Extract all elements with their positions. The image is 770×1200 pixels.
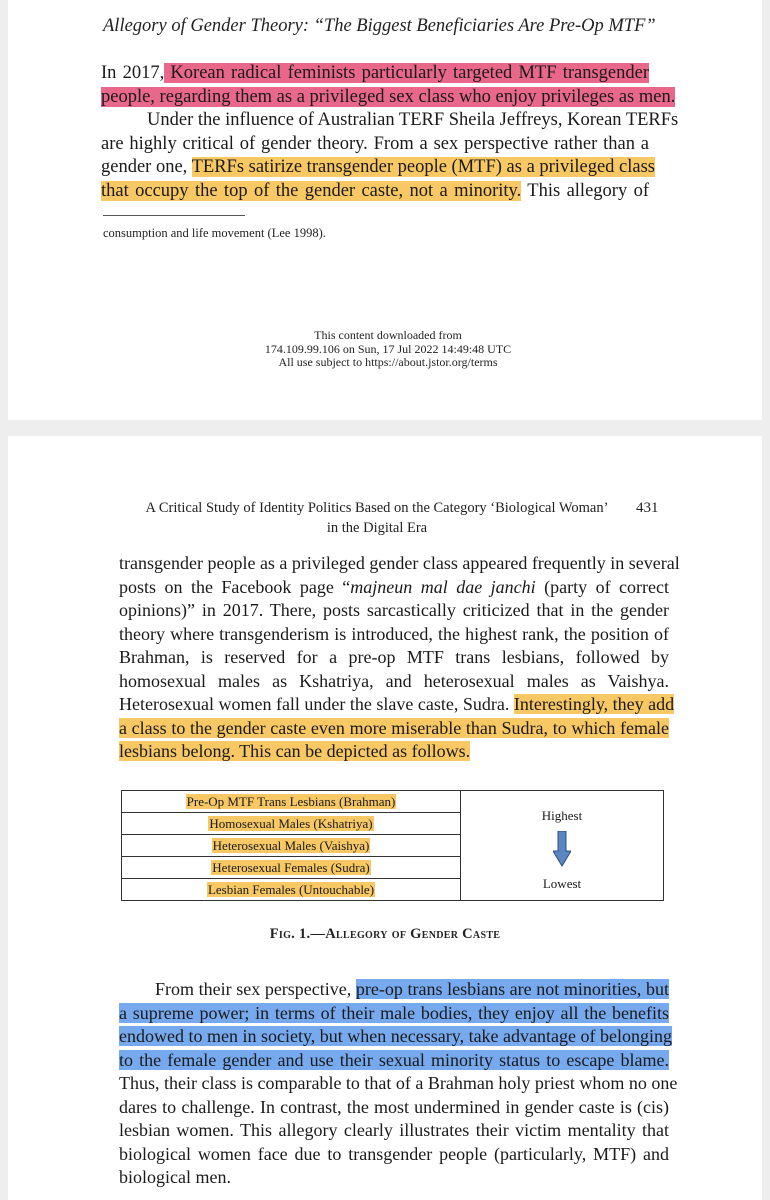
caste-cell: Heterosexual Females (Sudra) <box>122 857 461 879</box>
paragraph-1 <box>101 62 676 109</box>
text-line: In 2017, Korean radical feminists particularly targeted MTF transgender <box>101 63 649 83</box>
text-line: posts on the Facebook page “majneun mal dae janchi (party of correct <box>119 576 669 597</box>
highlight-yellow: TERFs satirize transgender people (MTF) as a privileged class <box>191 157 655 177</box>
text-line: Heterosexual women fall under the slave caste, Sudra. Interestingly, they add <box>119 694 675 714</box>
figure-caption: Fig. 1.—Allegory of Gender Caste <box>269 926 501 942</box>
highlight-blue: pre-op trans lesbians are not minorities, but <box>355 979 669 999</box>
text-line <box>101 86 676 110</box>
text-line: gender one, TERFs satirize transgender people (MTF) as a privileged class <box>101 157 655 177</box>
highlight-yellow: lesbians belong. This can be depicted as follows. <box>119 741 471 761</box>
caste-cell: Lesbian Females (Untouchable) <box>122 879 461 901</box>
text-line: are highly critical of gender theory. From a sex perspective rather than a <box>101 133 649 154</box>
caste-cell: Heterosexual Males (Vaishya) <box>122 835 461 857</box>
text-line <box>119 1049 669 1073</box>
text-line <box>119 740 669 764</box>
text-line: dares to challenge. In contrast, the most undermined in gender caste is (cis) <box>119 1096 669 1117</box>
highlight-yellow: that occupy the top of the gender caste, not a minority. <box>101 180 522 201</box>
caste-scale <box>461 791 664 901</box>
text-line: homosexual males as Kshatriya, and heterosexual males as Vaishya. <box>119 670 669 691</box>
text-line: opinions)” in 2017. There, posts sarcastically criticized that in the gender <box>119 600 669 620</box>
gender-caste-table <box>121 790 664 901</box>
highlight-blue: to the female gender and use their sexual minority status to escape blame. <box>119 1049 669 1070</box>
paragraph-3 <box>119 552 680 764</box>
document-page-1 <box>8 0 762 420</box>
download-notice <box>158 329 618 370</box>
running-title: Allegory of Gender Theory: “The Biggest Beneficiaries Are Pre-Op MTF” <box>103 16 656 36</box>
text-line: From their sex perspective, pre-op trans lesbians are not minorities, but <box>155 979 669 999</box>
download-notice-line: This content downloaded from <box>314 328 462 342</box>
footnote: consumption and life movement (Lee 1998). <box>103 226 326 240</box>
download-notice-line: All use subject to https://about.jstor.org/terms <box>278 355 498 369</box>
header-line: in the Digital Era <box>326 520 428 536</box>
table-row <box>122 791 664 813</box>
text-line: that occupy the top of the gender caste, not a minority. This allegory of <box>101 180 649 201</box>
scale-lowest-label: Lowest <box>542 876 582 891</box>
text-line: Under the influence of Australian TERF Sheila Jeffreys, Korean TERFs <box>147 110 679 130</box>
footnote-rule <box>103 215 245 216</box>
text-line: lesbian women. This allegory clearly illustrates their victim mentality that <box>119 1120 669 1140</box>
text-line <box>119 1025 672 1049</box>
caste-cell: Pre-Op MTF Trans Lesbians (Brahman) <box>122 791 461 813</box>
paragraph-4 <box>119 978 678 1190</box>
highlight-pink: Korean radical feminists particularly targeted MTF transgender <box>164 63 649 83</box>
scale-highest-label: Highest <box>541 808 583 823</box>
page-header <box>128 498 626 538</box>
paragraph-2 <box>101 109 679 203</box>
page-number: 431 <box>636 500 659 516</box>
highlight-yellow: Interestingly, they add <box>513 694 675 714</box>
download-notice-line: 174.109.99.106 on Sun, 17 Jul 2022 14:49:48 UTC <box>264 341 512 356</box>
text-line <box>119 1002 669 1026</box>
text-line: biological men. <box>119 1167 231 1187</box>
highlight-yellow: a class to the gender caste even more miserable than Sudra, to which female <box>119 717 669 738</box>
down-arrow-icon <box>553 831 571 867</box>
document-page-2 <box>8 436 762 1200</box>
highlight-blue: endowed to men in society, but when necessary, take advantage of belonging <box>119 1026 672 1046</box>
text-line: theory where transgenderism is introduced, the highest rank, the position of <box>119 623 669 644</box>
text-line <box>119 717 669 741</box>
text-line: Thus, their class is comparable to that of a Brahman holy priest whom no one <box>119 1073 678 1093</box>
text-line: Brahman, is reserved for a pre-op MTF trans lesbians, followed by <box>119 647 669 667</box>
highlight-pink: people, regarding them as a privileged sex class who enjoy privileges as men. <box>101 86 676 107</box>
header-line: A Critical Study of Identity Politics Based on the Category ‘Biological Woman’ <box>145 500 609 516</box>
text-line: transgender people as a privileged gender class appeared frequently in several <box>119 553 680 573</box>
highlight-blue: a supreme power; in terms of their male bodies, they enjoy all the benefits <box>119 1002 669 1023</box>
text-line: biological women face due to transgender people (particularly, MTF) and <box>119 1143 669 1164</box>
caste-cell: Homosexual Males (Kshatriya) <box>122 813 461 835</box>
